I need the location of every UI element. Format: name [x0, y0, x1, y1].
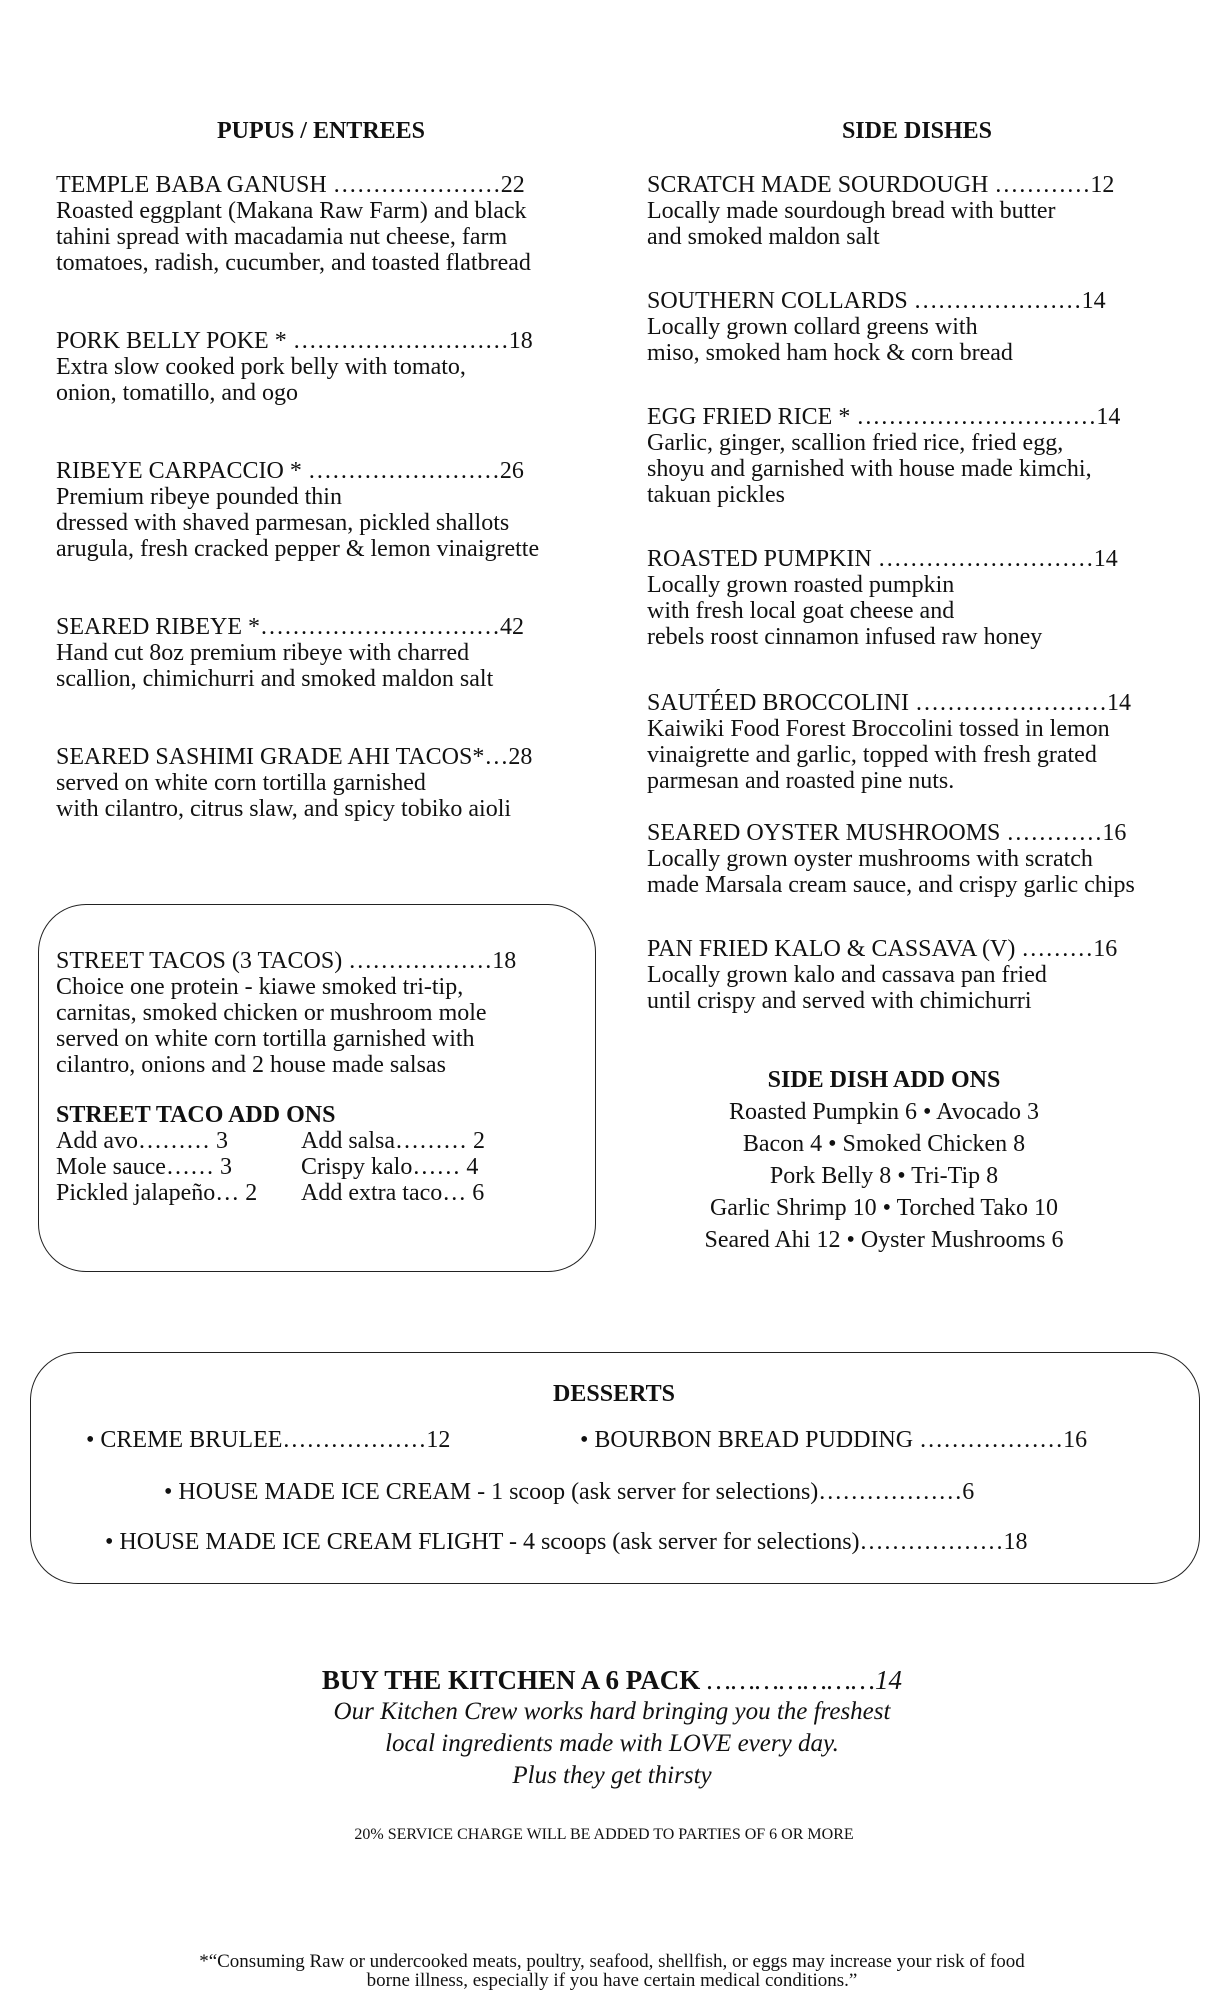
item-desc: Roasted eggplant (Makana Raw Farm) and black tahini spread with macadamia nut cheese, farm tomatoes, radish, cucumber, and toasted flatbread	[56, 198, 531, 276]
kitchen-six-pack	[0, 1664, 1224, 1792]
addon-line: Bacon 4 • Smoked Chicken 8	[742, 1131, 1026, 1157]
side-item	[647, 288, 1106, 366]
item-desc: Locally grown roasted pumpkin with fresh local goat cheese and rebels roost cinnamon infused raw honey	[647, 572, 1043, 650]
side-dish-addons	[647, 1064, 1121, 1256]
kitchen-title: BUY THE KITCHEN A 6 PACK	[321, 1665, 701, 1695]
item-title: SEARED SASHIMI GRADE AHI TACOS*…28	[56, 744, 533, 770]
entree-item	[56, 744, 532, 822]
side-item	[647, 936, 1117, 1014]
kitchen-line: Our Kitchen Crew works hard bringing you the freshest	[333, 1698, 891, 1725]
entrees-heading: PUPUS / ENTREES	[216, 118, 426, 144]
item-desc: Premium ribeye pounded thin dressed with shaved parmesan, pickled shallots arugula, fresh cracked pepper & lemon vinaigrette	[56, 484, 540, 562]
entree-item	[56, 328, 533, 406]
side-item	[647, 172, 1114, 250]
item-desc: served on white corn tortilla garnished with cilantro, citrus slaw, and spicy tobiko aioli	[56, 770, 512, 822]
item-title: STREET TACOS (3 TACOS) ………………18	[56, 948, 517, 974]
addon-item: Crispy kalo…… 4	[301, 1154, 479, 1180]
addon-line: Seared Ahi 12 • Oyster Mushrooms 6	[704, 1227, 1064, 1253]
item-title: SEARED OYSTER MUSHROOMS …………16	[647, 820, 1127, 846]
side-item	[647, 404, 1120, 508]
addon-item: Add extra taco… 6	[301, 1180, 485, 1206]
service-charge-notice: 20% SERVICE CHARGE WILL BE ADDED TO PARTIES OF 6 OR MORE	[354, 1826, 854, 1843]
item-desc: Garlic, ginger, scallion fried rice, fried egg, shoyu and garnished with house made kimchi, takuan pickles	[647, 430, 1092, 508]
item-title: PORK BELLY POKE * ………………………18	[56, 328, 533, 354]
street-taco-addons	[56, 1102, 521, 1206]
disclaimer-line: borne illness, especially if you have certain medical conditions.”	[366, 1970, 858, 1991]
street-taco-addons-heading: STREET TACO ADD ONS	[56, 1102, 336, 1128]
item-title: SOUTHERN COLLARDS …………………14	[647, 288, 1106, 314]
kitchen-line: local ingredients made with LOVE every day.	[385, 1730, 839, 1757]
kitchen-price: …………………14	[700, 1665, 903, 1695]
item-desc: Choice one protein - kiawe smoked tri-tip, carnitas, smoked chicken or mushroom mole served on white corn tortilla garnished with cilantro, onions and 2 house made salsas	[56, 974, 487, 1078]
item-desc: Kaiwiki Food Forest Broccolini tossed in lemon vinaigrette and garlic, topped with fresh grated parmesan and roasted pine nuts.	[647, 716, 1110, 794]
item-desc: Locally grown oyster mushrooms with scratch made Marsala cream sauce, and crispy garlic chips	[647, 846, 1135, 898]
sides-heading: SIDE DISHES	[841, 118, 993, 144]
item-title: SAUTÉED BROCCOLINI ……………………14	[647, 690, 1131, 716]
addon-item: Mole sauce…… 3	[56, 1154, 232, 1180]
disclaimer-line: *“Consuming Raw or undercooked meats, poultry, seafood, shellfish, or eggs may increase your risk of food	[199, 1951, 1025, 1972]
item-title: TEMPLE BABA GANUSH …………………22	[56, 172, 525, 198]
street-taco-addons-grid	[56, 1128, 521, 1206]
kitchen-title-line	[0, 1664, 1224, 1696]
entree-item	[56, 172, 531, 276]
consumption-disclaimer	[0, 1952, 1224, 1990]
item-title: EGG FRIED RICE * …………………………14	[647, 404, 1121, 430]
item-desc: Extra slow cooked pork belly with tomato, onion, tomatillo, and ogo	[56, 354, 466, 406]
item-title: ROASTED PUMPKIN ………………………14	[647, 546, 1118, 572]
kitchen-line: Plus they get thirsty	[512, 1762, 712, 1789]
desserts-heading: DESSERTS	[553, 1381, 675, 1407]
dessert-item: • HOUSE MADE ICE CREAM FLIGHT - 4 scoops (ask server for selections)………………18	[105, 1529, 1028, 1555]
item-desc: Locally grown collard greens with miso, smoked ham hock & corn bread	[647, 314, 1013, 366]
dessert-item: • CREME BRULEE………………12	[86, 1427, 451, 1453]
item-title: PAN FRIED KALO & CASSAVA (V) ………16	[647, 936, 1118, 962]
addon-line: Garlic Shrimp 10 • Torched Tako 10	[709, 1195, 1059, 1221]
side-addons-heading: SIDE DISH ADD ONS	[767, 1067, 1001, 1093]
item-desc: Hand cut 8oz premium ribeye with charred scallion, chimichurri and smoked maldon salt	[56, 640, 494, 692]
street-tacos-item	[56, 948, 516, 1078]
side-item	[647, 820, 1135, 898]
side-item	[647, 546, 1118, 650]
entree-item	[56, 458, 539, 562]
addon-item: Add avo……… 3	[56, 1128, 228, 1154]
item-desc: Locally grown kalo and cassava pan fried until crispy and served with chimichurri	[647, 962, 1047, 1014]
addon-item: Add salsa……… 2	[301, 1128, 485, 1154]
dessert-item: • HOUSE MADE ICE CREAM - 1 scoop (ask server for selections)………………6	[164, 1479, 975, 1505]
item-desc: Locally made sourdough bread with butter and smoked maldon salt	[647, 198, 1056, 250]
addon-line: Roasted Pumpkin 6 • Avocado 3	[729, 1099, 1039, 1125]
addon-line: Pork Belly 8 • Tri-Tip 8	[769, 1163, 999, 1189]
addon-item: Pickled jalapeño… 2	[56, 1180, 258, 1206]
dessert-item: • BOURBON BREAD PUDDING ………………16	[580, 1427, 1088, 1453]
item-title: RIBEYE CARPACCIO * ……………………26	[56, 458, 524, 484]
entree-item	[56, 614, 524, 692]
item-title: SEARED RIBEYE *…………………………42	[56, 614, 524, 640]
item-title: SCRATCH MADE SOURDOUGH …………12	[647, 172, 1115, 198]
side-item	[647, 690, 1131, 794]
